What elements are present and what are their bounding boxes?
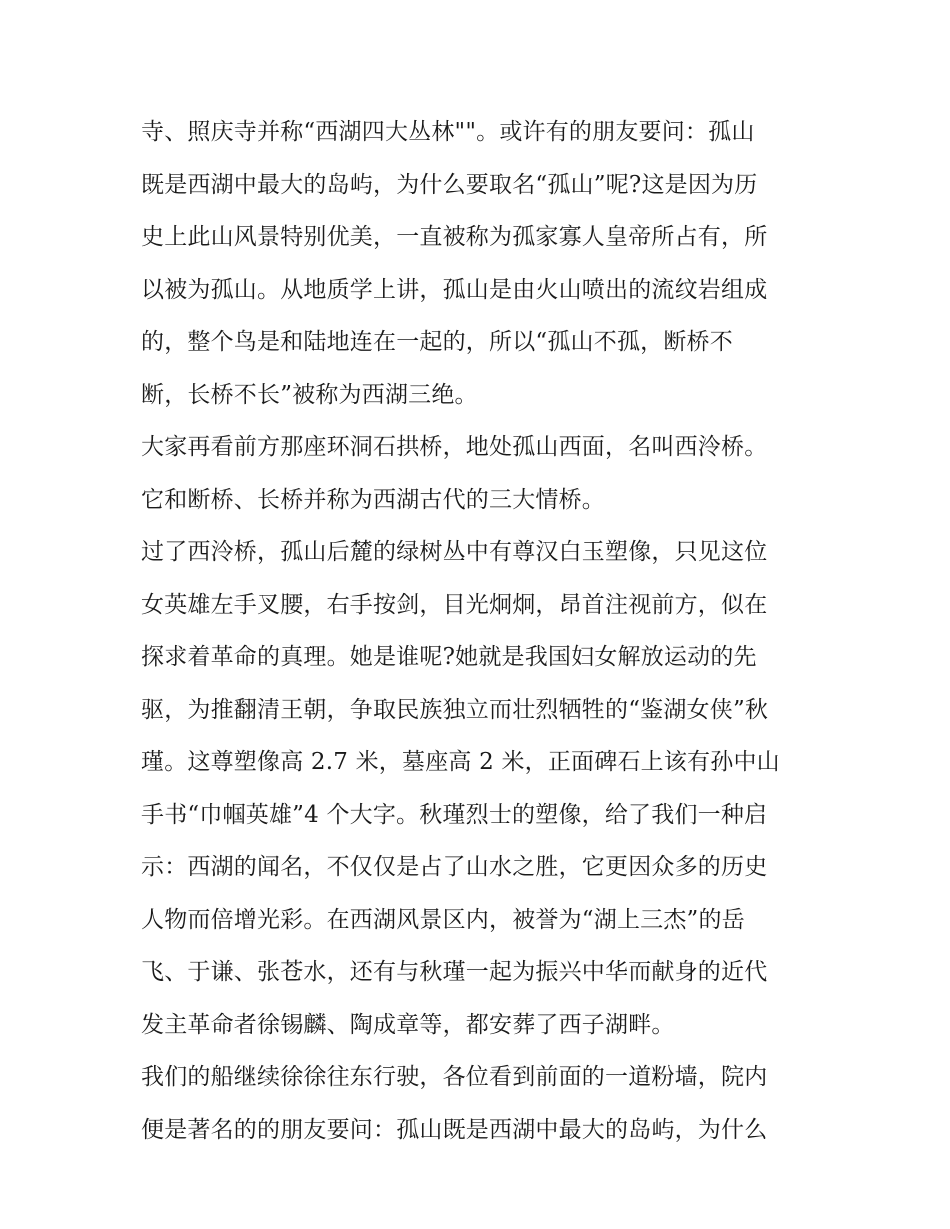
text-line: 我们的船继续徐徐往东行驶，各位看到前面的一道粉墙，院内 xyxy=(141,1064,768,1090)
text-line: 示：西湖的闻名，不仅仅是占了山水之胜，它更因众多的历史 xyxy=(141,854,768,880)
text-line: 瑾。这尊塑像高 2.7 米，墓座高 2 米，正面碑石上该有孙中山 xyxy=(141,749,780,775)
text-line: 便是著名的的朋友要问：孤山既是西湖中最大的岛屿，为什么 xyxy=(141,1116,768,1143)
text-line: 史上此山风景特别优美，一直被称为孤家寡人皇帝所占有，所 xyxy=(141,224,768,250)
text-line: 以被为孤山。从地质学上讲，孤山是由火山喷出的流纹岩组成 xyxy=(141,276,768,303)
text-line: 它和断桥、长桥并称为西湖古代的三大情桥。 xyxy=(141,486,605,513)
text-line: 探求着革命的真理。她是谁呢?她就是我国妇女解放运动的先 xyxy=(141,644,757,670)
text-line: 手书“巾帼英雄”4 个大字。秋瑾烈士的塑像，给了我们一种启 xyxy=(141,801,768,828)
text-line: 女英雄左手叉腰，右手按剑，目光炯炯，昂首注视前方，似在 xyxy=(141,591,768,618)
text-line: 既是西湖中最大的岛屿，为什么要取名“孤山”呢?这是因为历 xyxy=(141,171,758,198)
text-line: 断，长桥不长”被称为西湖三绝。 xyxy=(141,381,478,408)
text-line: 大家再看前方那座环洞石拱桥，地处孤山西面，名叫西泠桥。 xyxy=(141,434,768,460)
text-line: 的，整个鸟是和陆地连在一起的，所以“孤山不孤，断桥不 xyxy=(141,329,733,355)
text-line: 发主革命者徐锡麟、陶成章等，都安葬了西子湖畔。 xyxy=(141,1011,675,1038)
text-line: 过了西泠桥，孤山后麓的绿树丛中有尊汉白玉塑像，只见这位 xyxy=(141,539,768,565)
text-line: 人物而倍增光彩。在西湖风景区内，被誉为“湖上三杰”的岳 xyxy=(141,906,745,933)
document-body xyxy=(141,106,821,1156)
text-line: 驱，为推翻清王朝，争取民族独立而壮烈牺牲的“鉴湖女侠”秋 xyxy=(141,696,769,723)
text-line: 飞、于谦、张苍水，还有与秋瑾一起为振兴中华而献身的近代 xyxy=(141,959,768,985)
text-line: 寺、照庆寺并称“西湖四大丛林""。或许有的朋友要问：孤山 xyxy=(141,119,755,145)
